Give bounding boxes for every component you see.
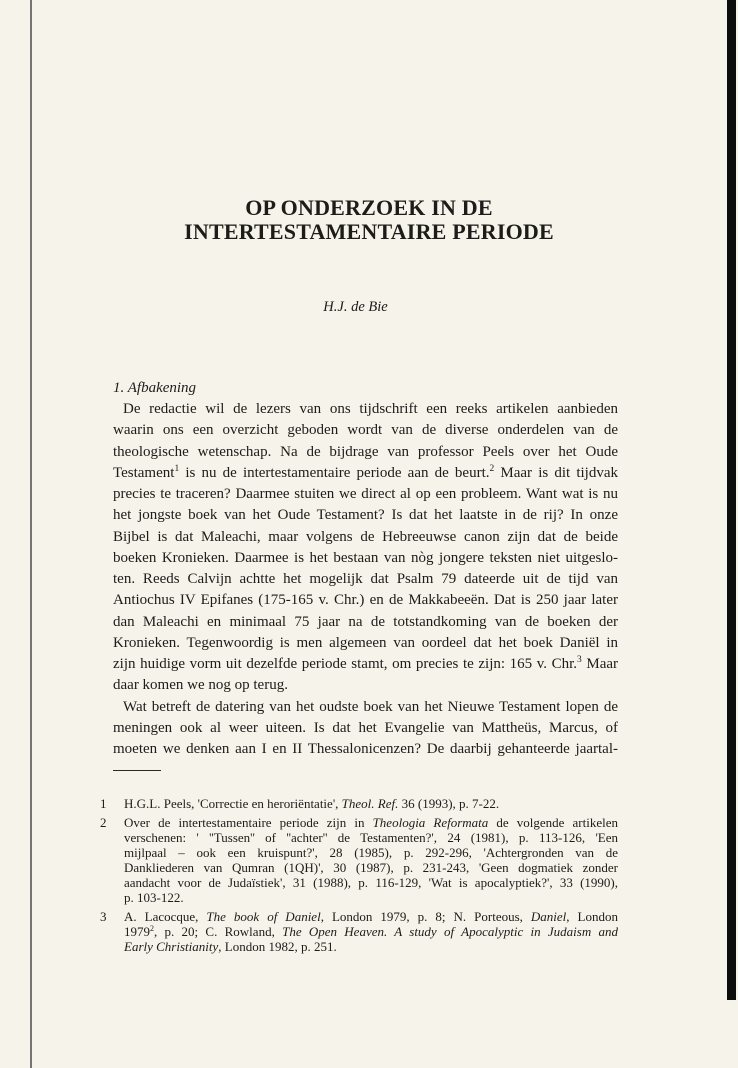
body-line: De redactie wil de lezers van ons tijdschrift een reeks artikelen aanbieden — [123, 401, 618, 417]
footnote-segment: , p. 20; C. Rowland, — [154, 924, 283, 939]
footnote-number: 1 — [100, 796, 107, 811]
body-line: boeken Kronieken. Daarmee is het bestaan van nòg jongere teksten niet uitgeslo- — [113, 549, 618, 566]
footnote-line — [124, 939, 618, 954]
journal-title: Theol. Ref. — [341, 796, 399, 811]
footnote-line — [124, 815, 618, 830]
body-line — [113, 463, 618, 484]
footnote — [100, 815, 618, 905]
footnote-segment: , London 1982, p. 251. — [218, 939, 337, 954]
body-line: waarin ons een overzicht geboden wordt van de diverse onderdelen van de — [113, 422, 618, 439]
footnote-ref: 3 — [577, 655, 582, 665]
footnote-number: 3 — [100, 909, 107, 924]
footnote-text — [124, 815, 618, 905]
body-text: Maar — [581, 656, 619, 672]
footnote-segment: H.G.L. Peels, 'Correctie en heroriëntatie', — [124, 796, 342, 811]
footnote-line: aandacht voor de Judaïstiek', 31 (1988), p. 116-129, 'Wat is apocalyptiek?', 33 (1990), — [124, 875, 618, 890]
title-line: INTERTESTAMENTAIRE PERIODE — [184, 219, 554, 244]
body-line: daar komen we nog op terug. — [113, 677, 288, 694]
body-line: dan Maleachi en minimaal 75 jaar na de totstandkoming van de boeken der — [113, 613, 618, 630]
edition-superscript: 2 — [150, 924, 154, 933]
footnote-segment: 36 (1993), p. 7-22. — [398, 796, 500, 811]
footnotes — [100, 796, 618, 954]
footnote — [100, 796, 618, 811]
body-line — [113, 654, 618, 675]
footnote-segment: 1979 — [124, 924, 150, 939]
journal-title: Theologia Reformata — [372, 815, 489, 830]
footnote-text — [124, 909, 618, 954]
body-line: precies te traceren? Daarmee stuiten we direct al op een probleem. Want wat is nu — [113, 486, 618, 502]
footnote-divider — [113, 770, 161, 771]
book-title: The Open Heaven. A study of Apocalyptic in Judaism and — [282, 924, 618, 939]
body-line: het jongste boek van het Oude Testament? Is dat het laatste in de rij? In onze — [113, 507, 618, 524]
body-text: zijn huidige vorm uit dezelfde periode stamt, om precies te zijn: 165 v. Chr. — [113, 656, 578, 672]
footnote-segment: Over de intertestamentaire periode zijn in — [124, 815, 373, 830]
title-line: OP ONDERZOEK IN DE — [245, 195, 493, 220]
paragraph — [113, 697, 618, 761]
scan-edge-left — [30, 0, 32, 1068]
body-line: theologische wetenschap. Na de bijdrage van professor Peels over het Oude — [113, 443, 618, 460]
article-title — [0, 196, 738, 244]
footnote-line — [124, 924, 618, 939]
body-line: meningen ook al weer uiteen. Is dat het Evangelie van Mattheüs, Marcus, of — [113, 719, 618, 736]
paragraph — [113, 399, 618, 697]
footnote-line: p. 103-122. — [124, 890, 184, 905]
body-text: Testament — [113, 464, 175, 481]
body-text: Maar is dit tijdvak — [494, 464, 618, 481]
author: H.J. de Bie — [323, 299, 388, 315]
body-line: Bijbel is dat Maleachi, maar volgens de Hebreeuwse canon zijn dat de beide — [113, 528, 618, 545]
article-body — [113, 399, 618, 760]
footnote-segment: , London 1979, p. 8; N. Porteous, — [320, 909, 531, 924]
footnote-ref: 2 — [489, 463, 495, 474]
footnote-line: mijlpaal – ook een kruispunt?', 28 (1985), p. 292-296, 'Achtergronden van de — [124, 845, 618, 860]
section-number: 1. — [113, 380, 125, 396]
section-heading — [113, 378, 196, 398]
scan-edge-right — [727, 0, 736, 1000]
footnote-segment: A. Lacocque, — [124, 909, 207, 924]
footnote-number: 2 — [100, 815, 107, 830]
footnote-text — [124, 796, 618, 811]
section-title: Afbakening — [127, 380, 197, 396]
footnote-segment: , London — [566, 909, 618, 924]
footnote-segment: de volgende artikelen — [488, 815, 618, 830]
body-line: Antiochus IV Epifanes (175-165 v. Chr.) en de Makkabeeën. Dat is 250 jaar later — [113, 592, 618, 609]
footnote-line — [124, 796, 618, 811]
book-title: Daniel — [530, 909, 567, 924]
body-line: Wat betreft de datering van het oudste boek van het Nieuwe Testament lopen de — [123, 698, 618, 715]
book-title: The book of Daniel — [206, 909, 321, 924]
footnote-line: Dankliederen van Qumran (1QH)', 30 (1987), p. 231-243, 'Geen dogmatiek zonder — [124, 860, 618, 875]
body-line: Kronieken. Tegenwoordig is men algemeen van oordeel dat het boek Daniël in — [113, 634, 618, 651]
body-line: moeten we denken aan I en II Thessalonicenzen? De daarbij gehanteerde jaartal- — [113, 741, 618, 757]
footnote-ref: 1 — [174, 463, 180, 474]
body-text: is nu de intertestamentaire periode aan de beurt. — [179, 464, 490, 481]
footnote — [100, 909, 618, 954]
book-title: Early Christianity — [124, 939, 219, 954]
footnote-line — [124, 909, 618, 924]
footnote-line: verschenen: ' ''Tussen'' of ''achter'' de Testamenten?', 24 (1981), p. 113-126, 'Een — [124, 830, 618, 845]
body-line: ten. Reeds Calvijn achtte het mogelijk dat Psalm 79 dateerde uit de tijd van — [113, 571, 618, 587]
